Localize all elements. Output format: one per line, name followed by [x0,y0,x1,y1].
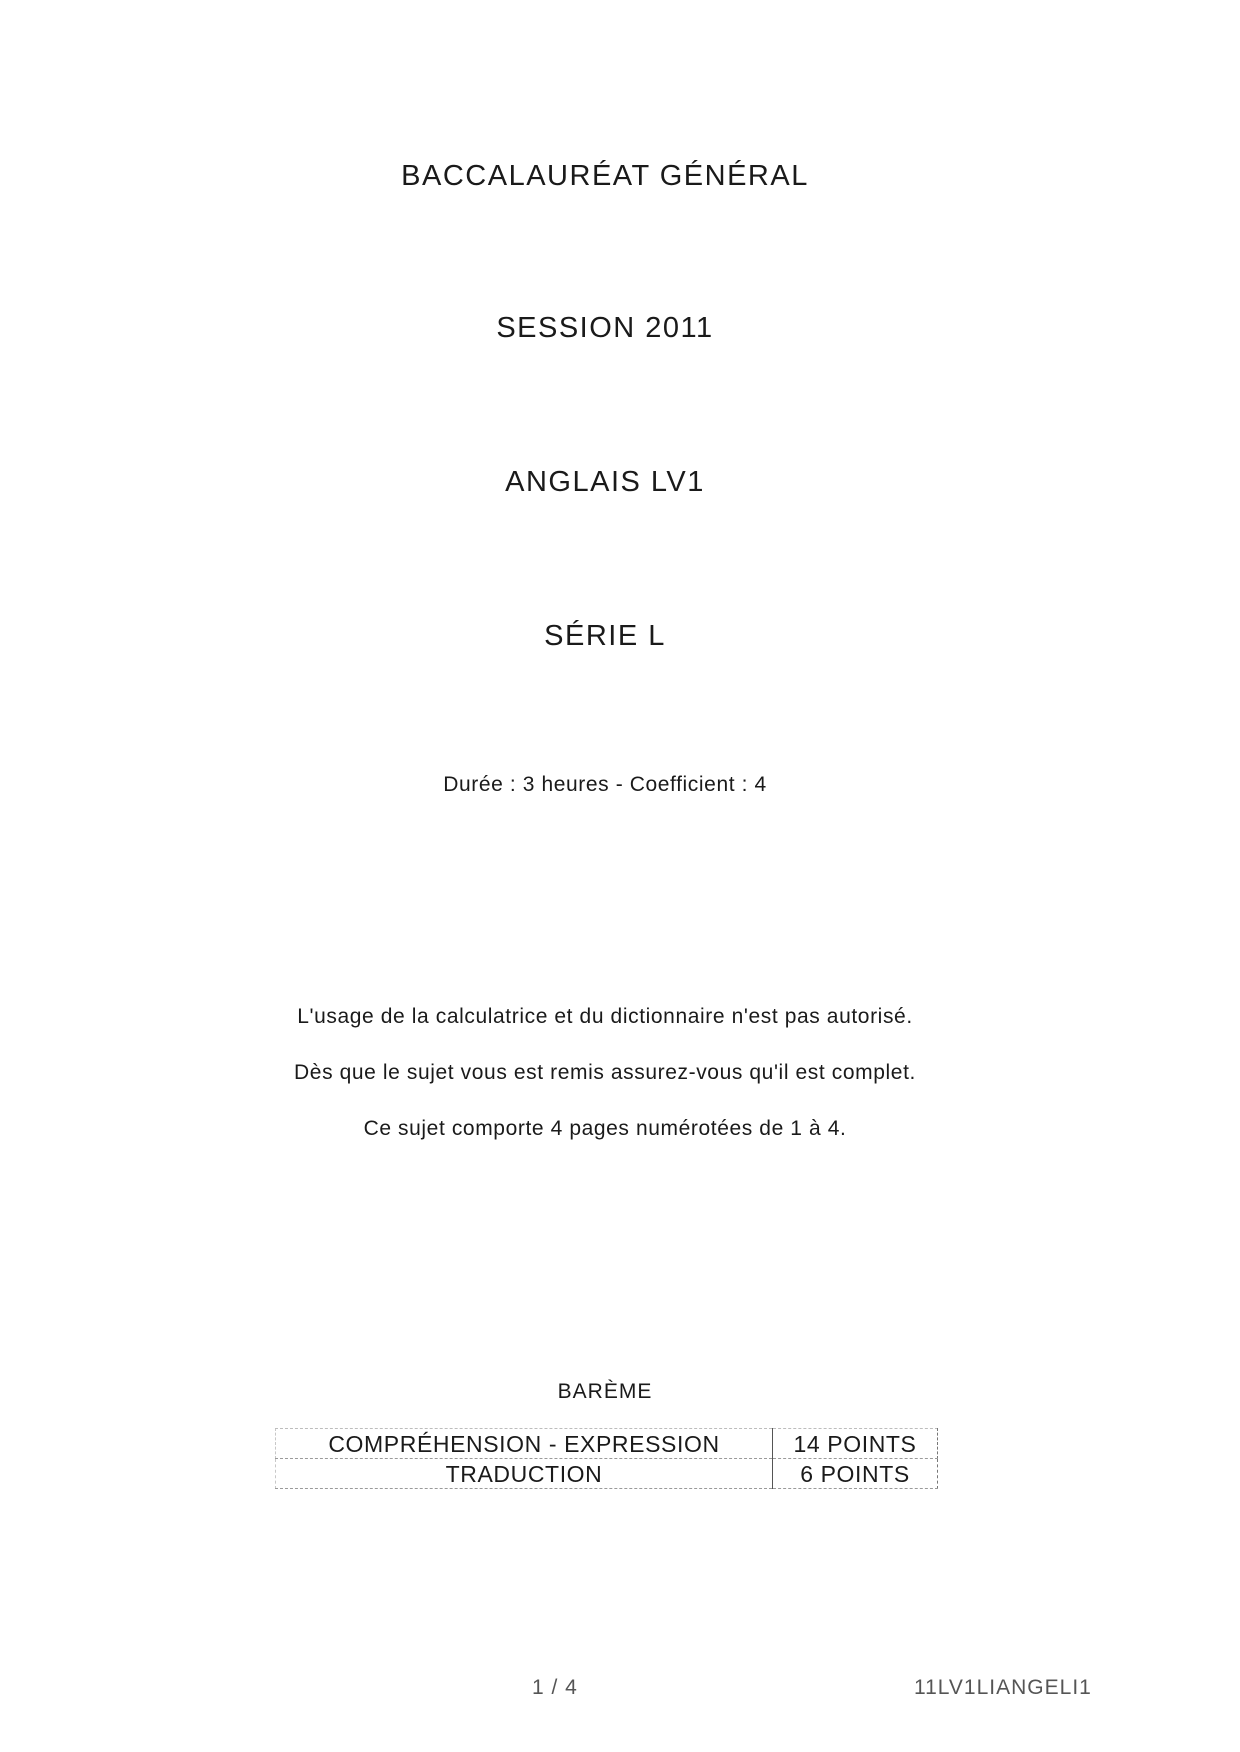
instruction-page-count: Ce sujet comporte 4 pages numérotées de 1 à 4. [363,1117,847,1140]
instruction-calculator: L'usage de la calculatrice et du dictionnaire n'est pas autorisé. [297,1005,913,1028]
duration-coefficient: Durée : 3 heures - Coefficient : 4 [443,773,767,796]
exam-title: BACCALAURÉAT GÉNÉRAL [401,160,809,192]
page-number: 1 / 4 [532,1676,578,1699]
bareme-points: 6 POINTS [773,1459,938,1489]
session-title: SESSION 2011 [496,312,714,344]
instruction-check-complete: Dès que le sujet vous est remis assurez-vous qu'il est complet. [294,1061,916,1084]
bareme-label: COMPRÉHENSION - EXPRESSION [276,1429,773,1459]
table-row [276,1459,938,1489]
series-title: SÉRIE L [544,620,666,652]
bareme-table [275,1428,938,1489]
bareme-label: TRADUCTION [276,1459,773,1489]
subject-code: 11LV1LIANGELI1 [914,1676,1092,1699]
subject-title: ANGLAIS LV1 [505,466,705,498]
bareme-title: BARÈME [557,1380,653,1403]
table-row [276,1429,938,1459]
bareme-points: 14 POINTS [773,1429,938,1459]
